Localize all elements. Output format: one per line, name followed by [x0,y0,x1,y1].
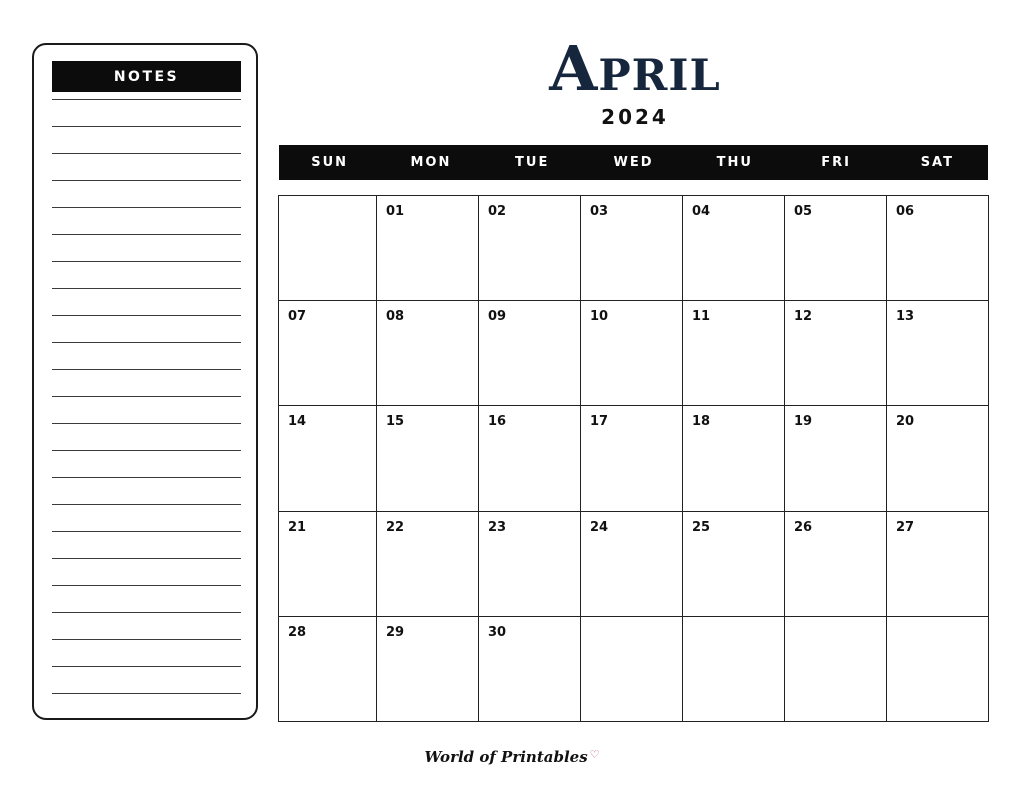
day-number: 03 [590,204,609,219]
day-cell [785,196,887,301]
day-number: 20 [896,414,915,430]
weekday-wed: WED [613,155,654,170]
day-cell [887,617,989,722]
day-number: 07 [288,309,307,325]
day-number: 13 [896,309,915,325]
note-line [52,585,241,612]
weekday-tue: TUE [515,155,550,170]
day-number: 26 [794,519,813,535]
day-number: 30 [488,624,507,640]
day-cell [581,406,683,511]
month-title: April [549,32,721,105]
day-cell [479,406,581,511]
day-cell [279,512,377,617]
day-cell [279,617,377,722]
day-cell [683,406,785,511]
note-line [52,342,241,369]
note-line [52,558,241,585]
day-number: 21 [288,519,307,535]
note-line [52,666,241,693]
note-line [52,261,241,288]
day-number: 22 [386,519,405,535]
day-cell [785,617,887,722]
day-cell [377,301,479,406]
day-cell [279,406,377,511]
note-line [52,396,241,423]
day-number: 08 [386,309,405,325]
day-number: 01 [386,204,405,219]
weekday-header-bar [279,145,988,180]
note-line [52,450,241,477]
notes-header: NOTES [52,61,241,92]
day-cell [479,512,581,617]
weekday-sun: SUN [311,155,349,170]
day-number: 25 [692,519,711,535]
calendar-grid [278,195,989,722]
note-line [52,180,241,207]
day-number: 27 [896,519,915,535]
day-number: 28 [288,624,307,640]
day-number: 05 [794,204,813,219]
day-number: 15 [386,414,405,430]
day-cell [581,512,683,617]
day-number: 02 [488,204,507,219]
day-number: 16 [488,414,507,430]
day-cell [377,617,479,722]
day-cell [887,406,989,511]
weekday-mon: MON [410,155,452,170]
note-line [52,612,241,639]
day-cell [887,512,989,617]
day-cell [377,512,479,617]
day-cell [279,301,377,406]
day-number: 06 [896,204,915,219]
day-number: 09 [488,309,507,325]
note-line [52,207,241,234]
day-number: 29 [386,624,405,640]
day-cell [683,617,785,722]
day-number: 10 [590,309,609,325]
day-cell [377,196,479,301]
note-line [52,423,241,450]
day-cell [683,512,785,617]
note-line [52,531,241,558]
day-cell [887,301,989,406]
note-line [52,153,241,180]
year-title: 2024 [601,105,669,129]
day-number: 24 [590,519,609,535]
day-cell [785,301,887,406]
weekday-fri: FRI [821,155,851,170]
day-number: 04 [692,204,711,219]
day-cell [785,406,887,511]
day-cell [581,617,683,722]
note-line [52,639,241,666]
day-cell [479,617,581,722]
note-line [52,504,241,531]
note-line [52,99,241,126]
note-line [52,693,241,720]
day-number: 12 [794,309,813,325]
day-number: 18 [692,414,711,430]
day-number: 17 [590,414,609,430]
day-number: 19 [794,414,813,430]
weekday-thu: THU [716,155,753,170]
day-cell [479,196,581,301]
day-cell [887,196,989,301]
note-line [52,477,241,504]
notes-panel [32,43,258,720]
brand-logo [0,748,1024,766]
notes-lines [52,99,241,720]
day-cell [785,512,887,617]
note-line [52,315,241,342]
day-cell [279,196,377,301]
day-cell [377,406,479,511]
note-line [52,126,241,153]
heart-icon: ♡ [589,748,600,761]
day-cell [683,301,785,406]
day-number: 14 [288,414,307,430]
day-cell [683,196,785,301]
brand-name: World of Printables [424,748,588,766]
day-cell [581,301,683,406]
day-number: 11 [692,309,711,325]
day-number: 23 [488,519,507,535]
day-cell [479,301,581,406]
weekday-sat: SAT [920,155,954,170]
note-line [52,288,241,315]
note-line [52,234,241,261]
note-line [52,369,241,396]
day-cell [581,196,683,301]
